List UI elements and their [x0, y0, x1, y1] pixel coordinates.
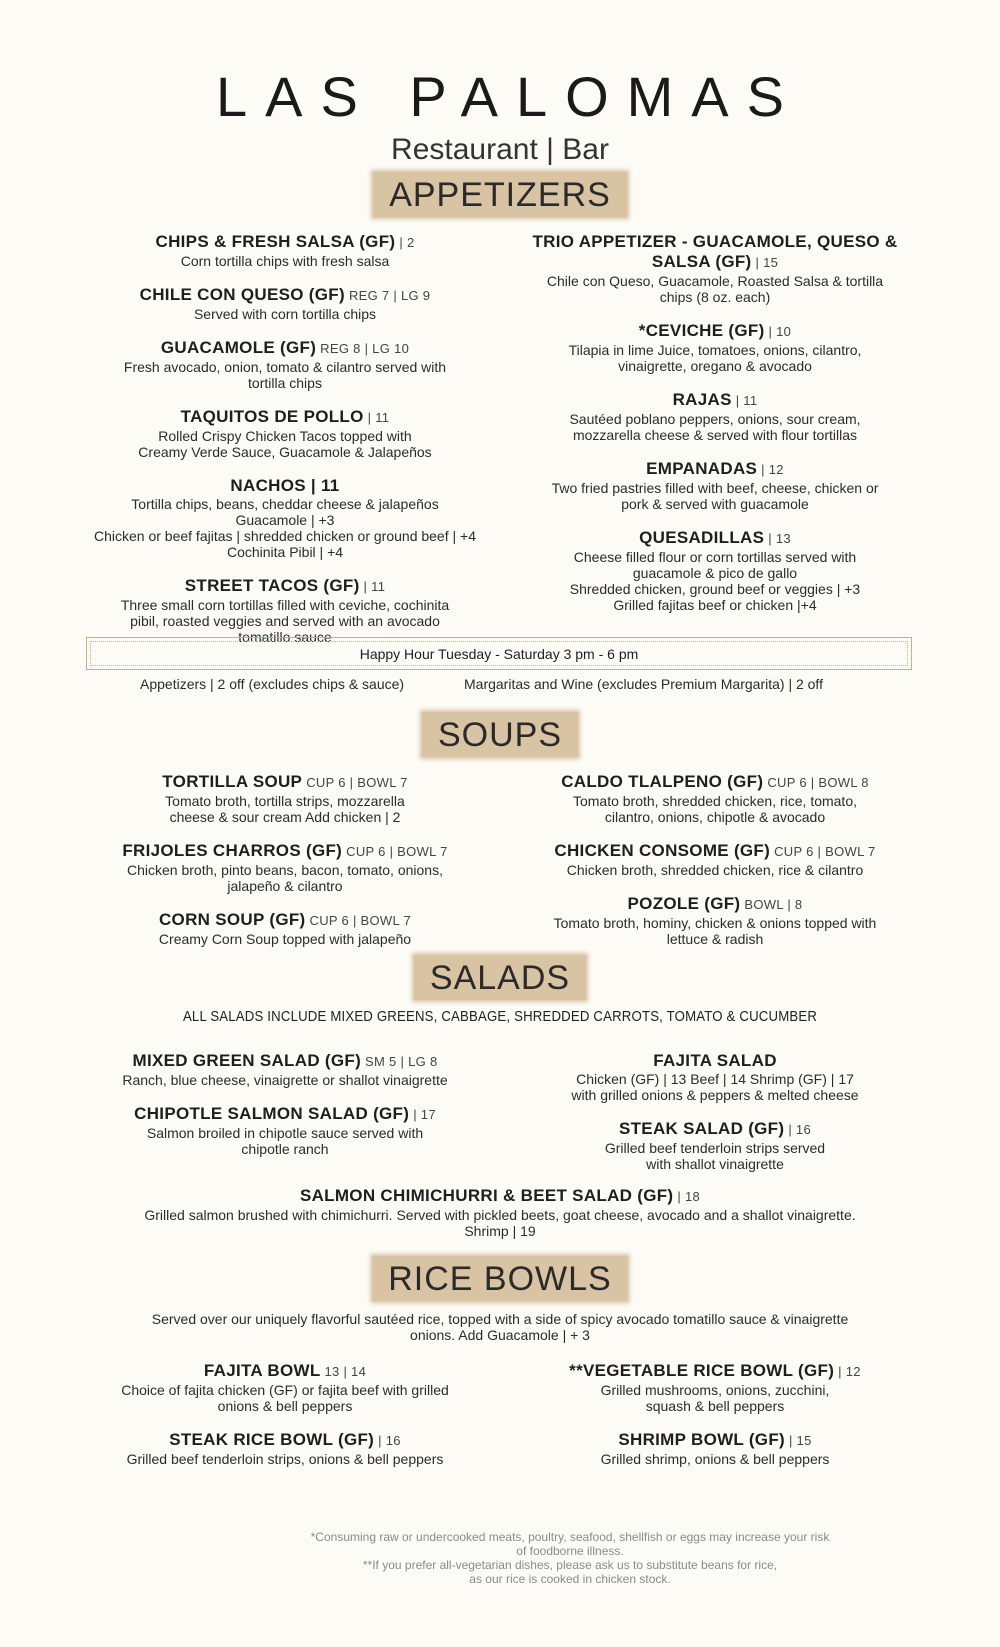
item-description: chipotle ranch: [241, 1141, 329, 1157]
item-description: tomatillo sauce: [238, 629, 332, 645]
menu-item: [520, 1051, 910, 1103]
appetizers-left-column: [70, 232, 500, 661]
menu-item: [70, 1361, 500, 1414]
menu-item: [70, 576, 500, 645]
restaurant-subtitle: Restaurant | Bar: [391, 133, 609, 166]
menu-item: [520, 390, 910, 443]
item-price: | 10: [768, 324, 792, 339]
item-name: TRIO APPETIZER - GUACAMOLE, QUESO &: [532, 232, 898, 251]
item-description: Three small corn tortillas filled with ceviche, cochinita: [120, 597, 450, 613]
menu-item: [70, 232, 500, 269]
item-description: Salmon broiled in chipotle sauce served with: [146, 1125, 424, 1141]
raw-food-disclaimer: [260, 1530, 880, 1586]
item-description: Tilapia in lime Juice, tomatoes, onions, cilantro,: [568, 342, 862, 358]
footnote-line: **If you prefer all-vegetarian dishes, please ask us to substitute beans for rice,: [362, 1558, 778, 1572]
item-description: Creamy Corn Soup topped with jalapeño: [158, 931, 412, 947]
item-description: Rolled Crispy Chicken Tacos topped with: [158, 428, 412, 444]
menu-item: [520, 232, 910, 305]
item-name: FAJITA SALAD: [653, 1051, 777, 1070]
menu-item: [520, 528, 910, 613]
menu-item: [520, 1119, 910, 1172]
item-price: | 11: [735, 393, 758, 408]
item-description: Tomato broth, tortilla strips, mozzarella: [165, 793, 405, 809]
menu-item: [70, 1430, 500, 1467]
item-description: with shallot vinaigrette: [646, 1156, 784, 1172]
menu-item: [70, 1104, 500, 1157]
item-description: Sautéed poblano peppers, onions, sour cream,: [569, 411, 861, 427]
item-name: SALMON CHIMICHURRI & BEET SALAD (GF): [299, 1186, 674, 1205]
soups-right-column: [520, 772, 910, 963]
item-name: CHIPOTLE SALMON SALAD (GF): [134, 1104, 410, 1123]
item-price: | 11: [367, 410, 390, 425]
item-price: | 15: [755, 255, 779, 270]
item-name: TORTILLA SOUP: [162, 772, 303, 791]
item-name: CALDO TLALPENO (GF): [561, 772, 764, 791]
menu-item: [90, 1186, 910, 1239]
item-name: NACHOS | 11: [230, 476, 340, 495]
item-description: Chile con Queso, Guacamole, Roasted Salsa & tortilla: [546, 273, 884, 289]
item-description: Shrimp | 19: [464, 1223, 536, 1239]
item-price: BOWL | 8: [744, 897, 803, 912]
item-price: SM 5 | LG 8: [365, 1054, 438, 1069]
item-price: | 18: [677, 1189, 701, 1204]
footnote-line: *Consuming raw or undercooked meats, poultry, seafood, shellfish or eggs may increase your risk: [310, 1530, 830, 1544]
item-description: cilantro, onions, chipotle & avocado: [604, 809, 826, 825]
item-price: CUP 6 | BOWL 7: [346, 844, 448, 859]
item-description: pork & served with guacamole: [621, 496, 809, 512]
item-name: STEAK RICE BOWL (GF): [169, 1430, 375, 1449]
item-price: REG 7 | LG 9: [348, 288, 431, 303]
item-description: with grilled onions & peppers & melted cheese: [571, 1087, 859, 1103]
item-description: pibil, roasted veggies and served with an avocado: [130, 613, 440, 629]
item-description: Creamy Verde Sauce, Guacamole & Jalapeños: [138, 444, 432, 460]
menu-item: [520, 1430, 910, 1467]
item-name: TAQUITOS DE POLLO: [180, 407, 364, 426]
item-description: Grilled beef tenderloin strips served: [604, 1140, 826, 1156]
item-name: CORN SOUP (GF): [158, 910, 306, 929]
item-description: Two fried pastries filled with beef, cheese, chicken or: [551, 480, 879, 496]
item-name: EMPANADAS: [646, 459, 758, 478]
item-description: Choice of fajita chicken (GF) or fajita beef with grilled: [121, 1382, 449, 1398]
item-price: | 17: [413, 1107, 436, 1122]
item-price: | 13: [768, 531, 791, 546]
happy-hour-title: Happy Hour Tuesday - Saturday 3 pm - 6 pm: [90, 641, 908, 666]
item-price: CUP 6 | BOWL 7: [774, 844, 876, 859]
item-name: CHIPS & FRESH SALSA (GF): [155, 232, 396, 251]
item-name: FRIJOLES CHARROS (GF): [122, 841, 343, 860]
item-description: vinaigrette, oregano & avocado: [618, 358, 812, 374]
item-description: cheese & sour cream Add chicken | 2: [169, 809, 401, 825]
item-name: STREET TACOS (GF): [184, 576, 360, 595]
item-description: Tortilla chips, beans, cheddar cheese & jalapeños: [131, 496, 439, 512]
item-price: REG 8 | LG 10: [320, 341, 410, 356]
salads-left-column: [70, 1051, 500, 1173]
item-price: CUP 6 | BOWL 8: [767, 775, 869, 790]
salads-note: ALL SALADS INCLUDE MIXED GREENS, CABBAGE, SHREDDED CARROTS, TOMATO & CUCUMBER: [182, 1008, 818, 1025]
menu-item: [70, 476, 500, 560]
menu-item: [70, 285, 500, 322]
item-name: **VEGETABLE RICE BOWL (GF): [569, 1361, 835, 1380]
menu-item: [520, 321, 910, 374]
menu-item: [70, 772, 500, 825]
menu-item: [520, 1361, 910, 1414]
rice-bowls-left-column: [70, 1361, 500, 1483]
happy-hour-drinks: Margaritas and Wine (excludes Premium Margarita) | 2 off: [464, 676, 823, 692]
item-description: Fresh avocado, onion, tomato & cilantro served with: [123, 359, 447, 375]
item-prices: Chicken (GF) | 13 Beef | 14 Shrimp (GF) | 17: [576, 1071, 854, 1087]
appetizers-right-column: [520, 232, 910, 629]
menu-item: [70, 338, 500, 391]
item-description: Served with corn tortilla chips: [193, 306, 377, 322]
footnote-line: as our rice is cooked in chicken stock.: [469, 1572, 671, 1586]
appetizers-heading: APPETIZERS: [373, 172, 627, 217]
item-name: FAJITA BOWL: [203, 1361, 321, 1380]
item-description: tortilla chips: [248, 375, 322, 391]
item-price: | 16: [378, 1433, 401, 1448]
menu-item: [70, 841, 500, 894]
item-description: Ranch, blue cheese, vinaigrette or shallot vinaigrette: [122, 1072, 448, 1088]
item-addon: Guacamole | +3: [235, 512, 335, 528]
item-name: QUESADILLAS: [639, 528, 765, 547]
happy-hour-appetizers: Appetizers | 2 off (excludes chips & sauce): [140, 676, 405, 692]
rice-bowls-intro: [90, 1311, 910, 1343]
item-description: Tomato broth, hominy, chicken & onions topped with: [553, 915, 877, 931]
item-price: CUP 6 | BOWL 7: [306, 775, 408, 790]
item-name: STEAK SALAD (GF): [618, 1119, 785, 1138]
item-description: guacamole & pico de gallo: [632, 565, 798, 581]
item-price: | 12: [761, 462, 784, 477]
item-name: SHRIMP BOWL (GF): [618, 1430, 785, 1449]
item-name: CHILE CON QUESO (GF): [139, 285, 345, 304]
rice-bowls-right-column: [520, 1361, 910, 1483]
item-addon: Shredded chicken, ground beef or veggies | +3: [569, 581, 861, 597]
salads-full-width-item: [90, 1186, 910, 1255]
item-description: Grilled beef tenderloin strips, onions & bell peppers: [126, 1451, 444, 1467]
item-description: mozzarella cheese & served with flour tortillas: [572, 427, 857, 443]
item-name: GUACAMOLE (GF): [160, 338, 317, 357]
item-name-continued: SALSA (GF): [651, 252, 752, 271]
menu-item: [520, 894, 910, 947]
item-description: Chicken broth, pinto beans, bacon, tomato, onions,: [127, 862, 443, 878]
item-name: *CEVICHE (GF): [638, 321, 765, 340]
item-price: | 12: [838, 1364, 861, 1379]
item-description: chips (8 oz. each): [659, 289, 771, 305]
item-description: Grilled salmon brushed with chimichurri. Served with pickled beets, goat cheese, avocado and a shallot vinaigrette.: [144, 1207, 856, 1223]
salads-heading: SALADS: [414, 955, 586, 1000]
item-addon: Cochinita Pibil | +4: [226, 544, 344, 560]
menu-item: [70, 407, 500, 460]
item-price: | 2: [399, 235, 415, 250]
item-description: Grilled mushrooms, onions, zucchini,: [600, 1382, 830, 1398]
restaurant-name: LAS PALOMAS: [215, 65, 802, 128]
item-price: | 15: [788, 1433, 812, 1448]
menu-item: [520, 459, 910, 512]
item-addon: Chicken or beef fajitas | shredded chicken or ground beef | +4: [93, 528, 476, 544]
item-price: 13 | 14: [324, 1364, 367, 1379]
item-price: CUP 6 | BOWL 7: [309, 913, 411, 928]
item-description: Tomato broth, shredded chicken, rice, tomato,: [572, 793, 858, 809]
item-name: RAJAS: [672, 390, 732, 409]
happy-hour-box: [86, 637, 912, 670]
footnote-line: of foodborne illness.: [516, 1544, 624, 1558]
menu-item: [520, 772, 910, 825]
item-description: Corn tortilla chips with fresh salsa: [180, 253, 390, 269]
rice-bowls-intro-line: Served over our uniquely flavorful sautéed rice, topped with a side of spicy avocado tomatillo sauce & vinaigrette: [151, 1311, 849, 1327]
item-price: | 11: [363, 579, 386, 594]
rice-bowls-intro-line: onions. Add Guacamole | + 3: [410, 1327, 590, 1343]
item-name: POZOLE (GF): [627, 894, 741, 913]
item-name: CHICKEN CONSOME (GF): [554, 841, 771, 860]
item-description: onions & bell peppers: [217, 1398, 353, 1414]
item-addon: Grilled fajitas beef or chicken |+4: [613, 597, 817, 613]
item-description: Cheese filled flour or corn tortillas served with: [573, 549, 857, 565]
item-description: jalapeño & cilantro: [227, 878, 343, 894]
item-description: Chicken broth, shredded chicken, rice & cilantro: [566, 862, 864, 878]
menu-item: [70, 910, 500, 947]
item-name: MIXED GREEN SALAD (GF): [132, 1051, 362, 1070]
item-price: | 16: [788, 1122, 811, 1137]
item-description: squash & bell peppers: [645, 1398, 785, 1414]
item-description: lettuce & radish: [666, 931, 764, 947]
menu-item: [520, 841, 910, 878]
menu-item: [70, 1051, 500, 1088]
item-description: Grilled shrimp, onions & bell peppers: [600, 1451, 830, 1467]
salads-right-column: [520, 1051, 910, 1188]
soups-left-column: [70, 772, 500, 963]
soups-heading: SOUPS: [422, 712, 578, 757]
rice-bowls-heading: RICE BOWLS: [372, 1256, 627, 1301]
